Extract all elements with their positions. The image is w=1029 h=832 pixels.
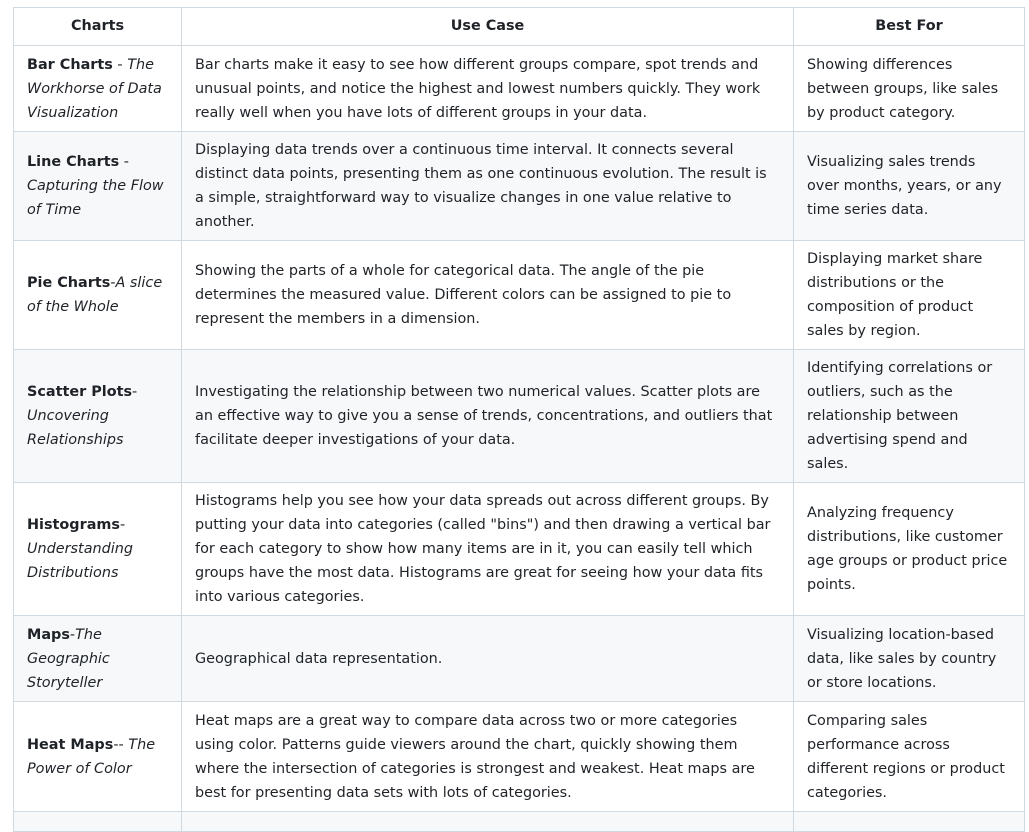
separator: - (119, 517, 126, 533)
chart-name: Bar Charts (27, 56, 113, 73)
chart-name: Maps (27, 626, 70, 643)
chart-tagline: Capturing the Flow of Time (27, 178, 164, 218)
chart-name-cell (14, 350, 182, 483)
best-for-cell: Comparing sales performance across different regions or product categories. (794, 702, 1025, 812)
table-row (14, 483, 1025, 616)
use-case-cell: Geographical data representation. (182, 616, 794, 702)
chart-tagline: The Power of Color (27, 736, 156, 777)
use-case-cell: Histograms help you see how your data spreads out across different groups. By putting your data into categories (called "bins") and then drawing a vertical bar for each category to show how many items are in it, you can easily tell which groups have the most data. Histograms are great for seeing how your data fits into various categories. (182, 483, 794, 616)
header-best-for: Best For (794, 8, 1025, 46)
separator: -- (113, 736, 129, 753)
best-for-cell: Visualizing location-based data, like sales by country or store locations. (794, 616, 1025, 702)
chart-name: Histograms (27, 517, 120, 533)
chart-name-cell (14, 241, 182, 350)
chart-tagline: The Workhorse of Data Visualization (27, 56, 162, 121)
table-row (14, 702, 1025, 812)
table-row-partial (14, 812, 1025, 832)
chart-name: Pie Charts (27, 275, 111, 291)
header-charts: Charts (14, 8, 182, 46)
chart-tagline: Uncovering Relationships (27, 408, 124, 448)
chart-tagline: Understanding Distributions (27, 541, 134, 581)
separator: - (132, 384, 138, 400)
separator: - (112, 56, 128, 73)
table-row (14, 241, 1025, 350)
chart-name-cell (14, 132, 182, 241)
separator: - (119, 154, 129, 170)
empty-cell (794, 812, 1025, 832)
use-case-cell: Bar charts make it easy to see how different groups compare, spot trends and unusual points, and notice the highest and lowest numbers quickly. They work really well when you have lots of different groups in your data. (182, 46, 794, 132)
best-for-cell: Showing differences between groups, like sales by product category. (794, 46, 1025, 132)
best-for-cell: Analyzing frequency distributions, like customer age groups or product price points. (794, 483, 1025, 616)
chart-name-cell (14, 483, 182, 616)
use-case-cell: Heat maps are a great way to compare data across two or more categories using color. Patterns guide viewers around the chart, quickly showing them where the intersection of categories is strongest and weakest. Heat maps are best for presenting data sets with lots of categories. (182, 702, 794, 812)
separator: - (69, 626, 76, 643)
use-case-cell: Investigating the relationship between two numerical values. Scatter plots are an effective way to give you a sense of trends, concentrations, and outliers that facilitate deeper investigations of your data. (182, 350, 794, 483)
chart-tagline: A slice of the Whole (27, 275, 163, 315)
chart-name-cell (14, 702, 182, 812)
best-for-cell: Visualizing sales trends over months, years, or any time series data. (794, 132, 1025, 241)
table-row (14, 350, 1025, 483)
chart-name-cell (14, 616, 182, 702)
best-for-cell: Displaying market share distributions or the composition of product sales by region. (794, 241, 1025, 350)
use-case-cell: Displaying data trends over a continuous time interval. It connects several distinct data points, presenting them as one continuous evolution. The result is a simple, straightforward way to visualize changes in one value relative to another. (182, 132, 794, 241)
use-case-cell: Showing the parts of a whole for categorical data. The angle of the pie determines the measured value. Different colors can be assigned to pie to represent the members in a dimension. (182, 241, 794, 350)
chart-tagline: The Geographic Storyteller (27, 626, 110, 691)
table-header-row (14, 8, 1025, 46)
chart-name: Scatter Plots (27, 384, 133, 400)
chart-name-cell (14, 46, 182, 132)
separator: - (110, 275, 116, 291)
empty-cell (182, 812, 794, 832)
table-row (14, 46, 1025, 132)
header-use-case: Use Case (182, 8, 794, 46)
chart-name: Line Charts (27, 154, 120, 170)
table-row (14, 616, 1025, 702)
best-for-cell: Identifying correlations or outliers, such as the relationship between advertising spend and sales. (794, 350, 1025, 483)
charts-comparison-table (13, 7, 1025, 832)
table-row (14, 132, 1025, 241)
empty-cell (14, 812, 182, 832)
chart-name: Heat Maps (27, 736, 114, 753)
